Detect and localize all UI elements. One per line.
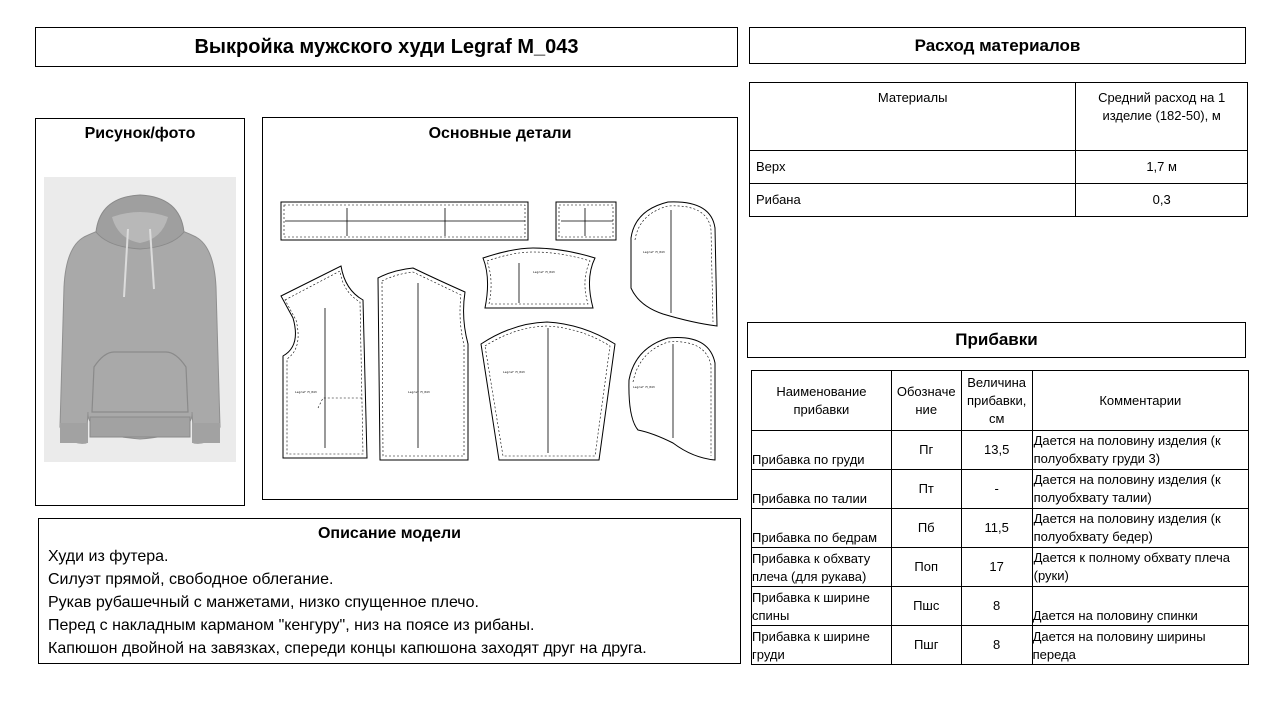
allowance-name: Прибавка по талии bbox=[752, 470, 892, 509]
photo-panel-title: Рисунок/фото bbox=[84, 125, 196, 142]
allowance-name: Прибавка по бедрам bbox=[752, 509, 892, 548]
allowance-comment: Дается на половину изделия (к полуобхвату груди 3) bbox=[1032, 431, 1248, 470]
material-name: Верх bbox=[750, 151, 1076, 184]
page-title: Выкройка мужского худи Legraf M_043 bbox=[35, 27, 738, 67]
model-description-panel bbox=[38, 518, 741, 664]
allowances-header-value: Величина прибавки, см bbox=[961, 371, 1032, 431]
table-row bbox=[752, 626, 1249, 665]
material-name: Рибана bbox=[750, 184, 1076, 217]
materials-header-row bbox=[750, 83, 1248, 151]
allowance-comment: Дается на половину изделия (к полуобхвату бедер) bbox=[1032, 509, 1248, 548]
allowances-table bbox=[751, 370, 1249, 665]
allowance-comment: Дается на половину изделия (к полуобхвату талии) bbox=[1032, 470, 1248, 509]
svg-text:Legraf M_043: Legraf M_043 bbox=[633, 385, 655, 389]
allowance-name: Прибавка к ширине груди bbox=[752, 626, 892, 665]
table-row bbox=[750, 151, 1248, 184]
allowance-comment: Дается на половину спинки bbox=[1032, 587, 1248, 626]
allowance-comment: Дается на половину ширины переда bbox=[1032, 626, 1248, 665]
allowance-code: Пб bbox=[891, 509, 961, 548]
allowance-value: 11,5 bbox=[961, 509, 1032, 548]
svg-text:Legraf M_043: Legraf M_043 bbox=[503, 370, 525, 374]
materials-header-name: Материалы bbox=[750, 83, 1076, 151]
allowance-value: 13,5 bbox=[961, 431, 1032, 470]
allowances-header-name: Наименование прибавки bbox=[752, 371, 892, 431]
allowance-code: Пшс bbox=[891, 587, 961, 626]
allowance-comment: Дается к полному обхвату плеча (руки) bbox=[1032, 548, 1248, 587]
allowance-value: 8 bbox=[961, 626, 1032, 665]
description-line: Силуэт прямой, свободное облегание. bbox=[48, 571, 334, 588]
allowances-header-comment: Комментарии bbox=[1032, 371, 1248, 431]
material-value: 0,3 bbox=[1076, 184, 1248, 217]
materials-header-consumption: Средний расход на 1 изделие (182-50), м bbox=[1076, 83, 1248, 151]
svg-text:Legraf M_043: Legraf M_043 bbox=[643, 250, 665, 254]
patterns-panel-title: Основные детали bbox=[428, 125, 572, 142]
pattern-back bbox=[378, 268, 468, 460]
materials-table bbox=[749, 82, 1248, 217]
table-row bbox=[752, 587, 1249, 626]
hoodie-image bbox=[44, 177, 236, 462]
description-line: Перед с накладным карманом "кенгуру", низ на поясе из рибаны. bbox=[48, 617, 535, 634]
description-line: Капюшон двойной на завязках, спереди концы капюшона заходят друг на друга. bbox=[48, 640, 647, 657]
pattern-front bbox=[281, 266, 367, 458]
allowance-value: - bbox=[961, 470, 1032, 509]
allowances-header-code: Обозначе ние bbox=[891, 371, 961, 431]
svg-text:Legraf M_043: Legraf M_043 bbox=[533, 270, 555, 274]
allowance-code: Пшг bbox=[891, 626, 961, 665]
table-row bbox=[752, 470, 1249, 509]
patterns-panel bbox=[262, 117, 738, 500]
allowance-name: Прибавка к ширине спины bbox=[752, 587, 892, 626]
table-row bbox=[752, 431, 1249, 470]
table-row bbox=[752, 548, 1249, 587]
svg-text:Legraf M_043: Legraf M_043 bbox=[408, 390, 430, 394]
allowances-header-row bbox=[752, 371, 1249, 431]
allowance-name: Прибавка к обхвату плеча (для рукава) bbox=[752, 548, 892, 587]
allowance-code: Пг bbox=[891, 431, 961, 470]
allowances-title: Прибавки bbox=[747, 322, 1246, 358]
allowance-name: Прибавка по груди bbox=[752, 431, 892, 470]
description-line: Худи из футера. bbox=[48, 548, 169, 565]
table-row bbox=[750, 184, 1248, 217]
pattern-hood-1 bbox=[631, 202, 717, 326]
description-line: Рукав рубашечный с манжетами, низко спущенное плечо. bbox=[48, 594, 479, 611]
svg-text:Legraf M_043: Legraf M_043 bbox=[295, 390, 317, 394]
model-description-title: Описание модели bbox=[317, 525, 462, 542]
allowance-code: Поп bbox=[891, 548, 961, 587]
material-value: 1,7 м bbox=[1076, 151, 1248, 184]
pattern-hood-2 bbox=[629, 338, 715, 460]
pattern-pieces-drawing bbox=[263, 118, 737, 499]
model-description-text bbox=[48, 545, 740, 660]
allowance-code: Пт bbox=[891, 470, 961, 509]
allowance-value: 17 bbox=[961, 548, 1032, 587]
allowance-value: 8 bbox=[961, 587, 1032, 626]
photo-panel bbox=[35, 118, 245, 506]
table-row bbox=[752, 509, 1249, 548]
materials-title: Расход материалов bbox=[749, 27, 1246, 64]
hoodie-photo bbox=[44, 177, 236, 462]
